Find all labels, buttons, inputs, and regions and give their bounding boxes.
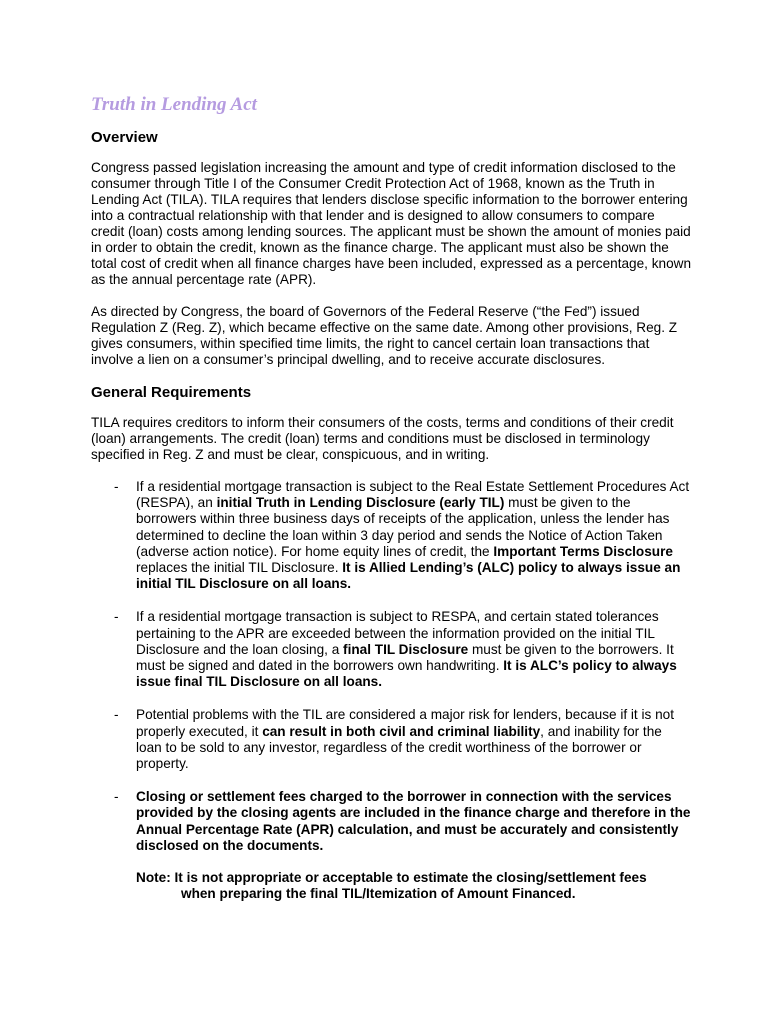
list-dash: -	[114, 789, 119, 805]
text-span: If a residential mortgage transaction is subject to RESPA, and certain stated tolerances pertaining to the APR are exceeded between the information provided on the initial TIL Disclosure and the loan closing, a	[136, 609, 659, 657]
bold-span: can result in both civil and criminal liability	[262, 723, 541, 739]
bold-span: It is Allied Lending’s (ALC) policy to always issue an initial TIL Disclosure on all loans.	[136, 560, 681, 592]
text-span: must be given to the borrowers. It must be signed and dated in the borrowers own handwriting.	[136, 641, 674, 674]
requirements-list	[91, 479, 691, 854]
bold-span: Closing or settlement fees charged to the borrower in connection with the services provided by the closing agents are included in the finance charge and therefore in the Annual Percentage Rate (APR) calculation, and must be accurately and consistently disclosed on the documents.	[136, 789, 691, 853]
note-line-2: when preparing the final TIL/Itemization of Amount Financed.	[181, 886, 576, 902]
overview-paragraph-2: As directed by Congress, the board of Governors of the Federal Reserve (“the Fed”) issued Regulation Z (Reg. Z), which became effective on the same date. Among other provisions, Reg. Z gives consumers, within specified time limits, the right to cancel certain loan transactions that involve a lien on a consumer’s principal dwelling, and to receive accurate disclosures.	[91, 304, 678, 367]
note-block	[136, 870, 691, 902]
note-line-1: Note: It is not appropriate or acceptable to estimate the closing/settlement fees	[136, 870, 647, 886]
text-span: replaces the initial TIL Disclosure.	[136, 560, 343, 576]
general-requirements-paragraph: TILA requires creditors to inform their consumers of the costs, terms and conditions of their credit (loan) arrangements. The credit (loan) terms and conditions must be disclosed in terminology specified in Reg. Z and must be clear, conspicuous, and in writing.	[91, 415, 674, 462]
text-span: If a residential mortgage transaction is subject to the Real Estate Settlement Procedures Act (RESPA), an	[136, 479, 690, 511]
document-title: Truth in Lending Act	[91, 94, 257, 115]
list-dash: -	[114, 479, 119, 494]
bold-span: Important Terms Disclosure	[493, 543, 673, 559]
list-item	[91, 707, 691, 772]
document-page	[91, 94, 691, 902]
overview-paragraph-1: Congress passed legislation increasing the amount and type of credit information disclosed to the consumer through Title I of the Consumer Credit Protection Act of 1968, known as the Truth in Lending Act (TILA). TILA requires that lenders disclose specific information to the borrower entering into a contractual relationship with that lender and is designed to allow consumers to compare credit (loan) costs among lending sources. The applicant must be shown the amount of monies paid in order to obtain the credit, known as the finance charge. The applicant must also be shown the total cost of credit when all finance charges have been included, expressed as a percentage, known as the annual percentage rate (APR).	[91, 160, 692, 287]
list-dash: -	[114, 707, 119, 723]
list-item	[91, 789, 691, 854]
bold-span: initial Truth in Lending Disclosure (early TIL)	[216, 495, 505, 511]
overview-heading: Overview	[91, 129, 158, 146]
bold-span: final TIL Disclosure	[343, 641, 469, 657]
list-dash: -	[114, 609, 119, 625]
list-item	[91, 479, 691, 592]
list-item	[91, 609, 691, 690]
text-span: , and inability for the loan to be sold to any investor, regardless of the credit worthiness of the borrower or property.	[136, 723, 662, 772]
text-span: Potential problems with the TIL are considered a major risk for lenders, because if it is not properly executed, it	[136, 707, 674, 739]
text-span: must be given to the borrowers within three business days of receipts of the application, unless the lender has determined to decline the loan within 3 day period and sends the Notice of Action Taken (adverse action notice). For home equity lines of credit, the	[136, 495, 670, 559]
bold-span: It is ALC’s policy to always issue final TIL Disclosure on all loans.	[136, 658, 677, 690]
general-requirements-heading: General Requirements	[91, 384, 252, 401]
